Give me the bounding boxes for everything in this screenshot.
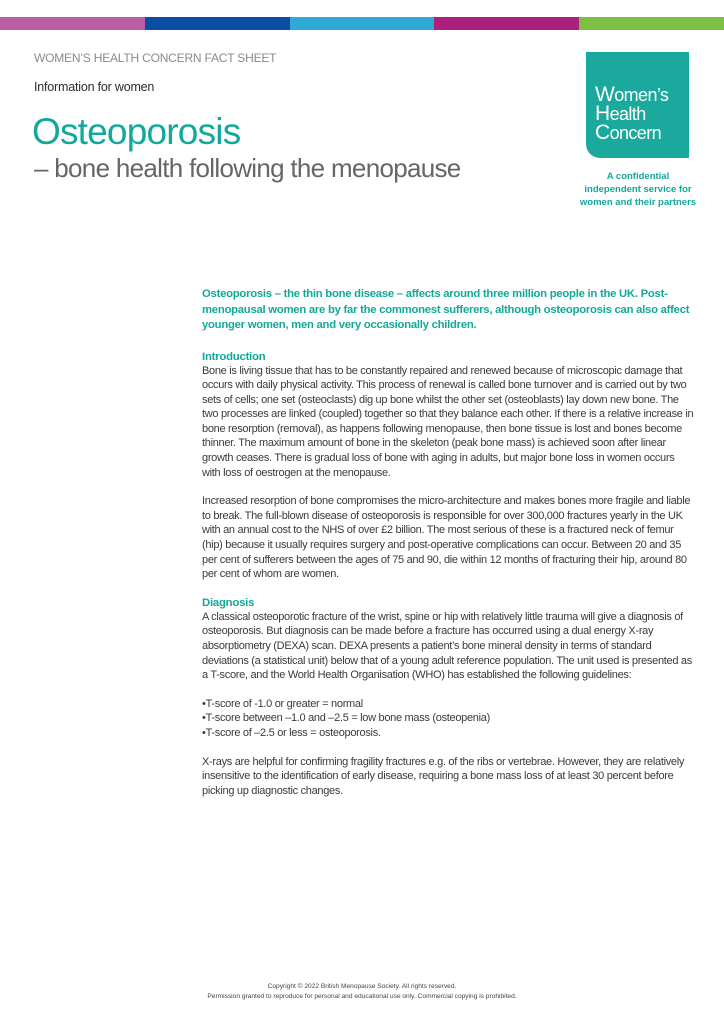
section-heading-introduction: Introduction <box>202 350 266 363</box>
page-title: Osteoporosis <box>32 111 241 152</box>
list-item: • T-score of –2.5 or less = osteoporosis. <box>202 726 694 741</box>
logo-line-concern <box>595 123 661 143</box>
page-subtitle: – bone health following the menopause <box>34 153 461 183</box>
womens-health-concern-logo <box>586 52 689 158</box>
permission-notice: Permission granted to reproduce for personal and educational use only. Commercial copying is prohibited. <box>207 992 517 1000</box>
logo-text-oncern: oncern <box>609 123 662 143</box>
section-heading-diagnosis: Diagnosis <box>202 596 255 609</box>
fact-sheet-kicker: WOMEN’S HEALTH CONCERN FACT SHEET <box>34 51 277 65</box>
tagline-line: A confidential <box>606 171 670 182</box>
diagnosis-paragraph-2: X-rays are helpful for confirming fragility fractures e.g. of the ribs or vertebrae. However, they are relatively insensitive to the identification of early disease, requiring a bone mass loss of at least 30 percent before picking up diagnostic changes. <box>202 755 685 797</box>
top-color-bar <box>0 17 724 30</box>
color-bar-segment-blue <box>145 17 290 30</box>
introduction-paragraph-1: Bone is living tissue that has to be constantly repaired and renewed because of microscopic damage that occurs with daily physical activity. This process of renewal is called bone turnover and is carried out by two sets of cells; one set (osteoclasts) dig up bone whilst the other set (osteoblasts) lay down new bone. The two processes are linked (coupled) together so that they balance each other. If there is a relative increase in bone resorption (removal), as happens following menopause, then bone tissue is lost and bones become thinner. The maximum amount of bone in the skeleton (peak bone mass) is achieved soon after linear growth ceases. There is gradual loss of bone with aging in adults, but major bone loss in women occurs with loss of oestrogen at the menopause. <box>202 364 694 479</box>
logo-tagline <box>572 170 704 209</box>
lead-paragraph: Osteoporosis – the thin bone disease – affects around three million people in the UK. Post-menopausal women are by far the commonest sufferers, although osteoporosis can also affect younger women, men and very occasionally children. <box>202 288 690 331</box>
audience-label: Information for women <box>34 80 155 94</box>
color-bar-segment-purple <box>0 17 145 30</box>
page-footer <box>0 982 724 1001</box>
color-bar-segment-green <box>579 17 724 30</box>
list-item: • T-score of -1.0 or greater = normal <box>202 697 694 712</box>
tagline-line: women and their partners <box>579 197 697 208</box>
copyright-notice: Copyright © 2022 British Menopause Society. All rights reserved. <box>267 983 457 990</box>
list-item: • T-score between –1.0 and –2.5 = low bone mass (osteopenia) <box>202 711 694 726</box>
article-body <box>202 287 694 812</box>
logo-cap-w: W <box>595 83 615 106</box>
logo-cap-c: C <box>595 121 610 144</box>
color-bar-segment-cyan <box>290 17 435 30</box>
logo-cap-h: H <box>595 102 610 125</box>
color-bar-segment-magenta <box>434 17 579 30</box>
diagnosis-paragraph-1: A classical osteoporotic fracture of the wrist, spine or hip with relatively little trauma will give a diagnosis of osteoporosis. But diagnosis can be made before a fracture has occurred using a dual energy X-ray absorptiometry (DEXA) scan. DEXA presents a patient’s bone mineral density in terms of standard deviations (a statistical unit) below that of a young adult reference population. The unit used is presented as a T-score, and the World Health Organisation (WHO) has established the following guidelines: <box>202 610 692 682</box>
logo-text-omens: omen’s <box>614 85 669 105</box>
introduction-paragraph-2: Increased resorption of bone compromises the micro-architecture and makes bones more fragile and liable to break. The full-blown disease of osteoporosis is responsible for over 300,000 fractures yearly in the UK with an annual cost to the NHS of over £2 billion. The most serious of these is a fractured neck of femur (hip) because it usually requires surgery and post-operative complications can occur. Between 20 and 35 per cent of sufferers between the ages of 75 and 90, die within 12 months of fracturing their hip, around 80 per cent of whom are women. <box>202 495 691 581</box>
tagline-line: independent service for <box>584 184 692 195</box>
logo-text-ealth: ealth <box>609 104 646 124</box>
t-score-guidelines-list <box>202 697 694 741</box>
